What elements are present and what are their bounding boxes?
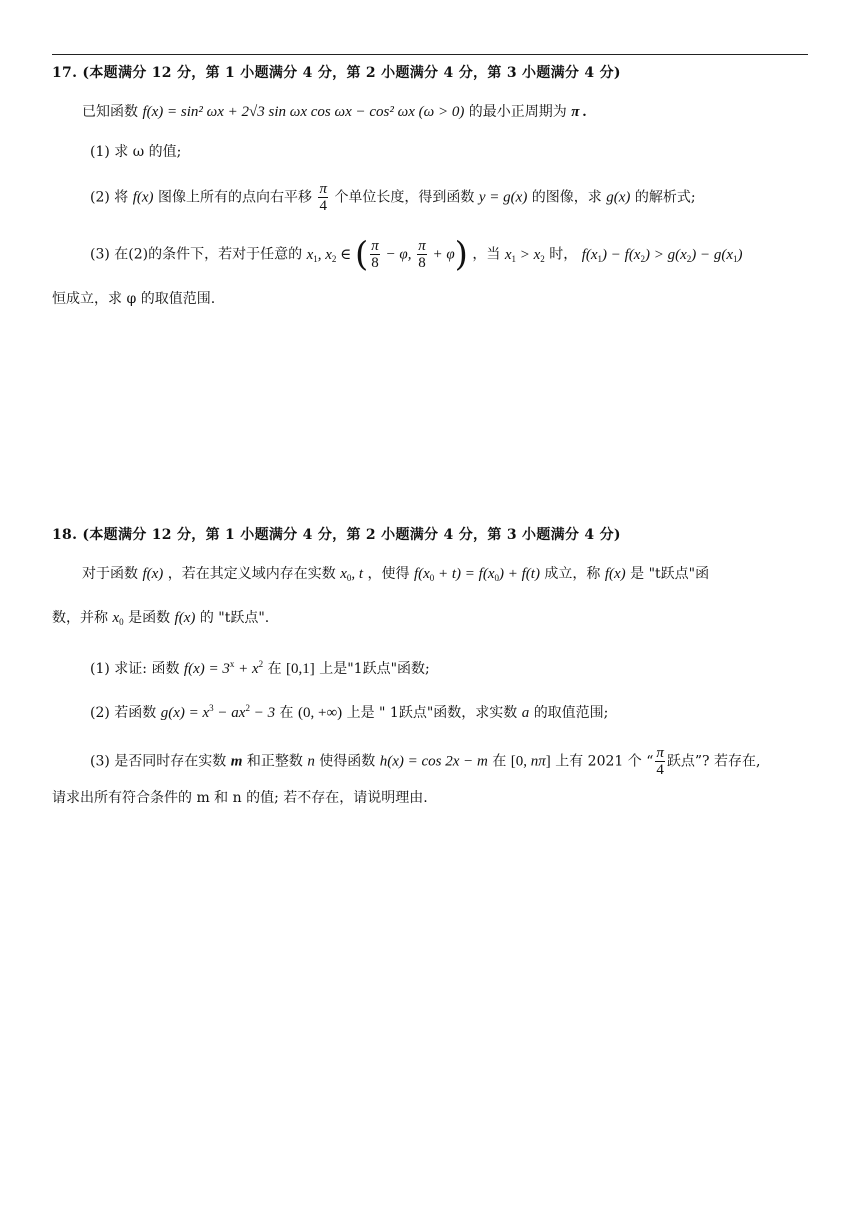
q17-part-2: (2) 将 f(x) 图像上所有的点向右平移 $\frac{\pi}{4}$ 个单位长度，得到函数 y = g(x) 的图像，求 g(x) 的解析式;: [90, 181, 696, 214]
q17-part-1: (1) 求 ω 的值;: [90, 144, 182, 160]
q17-part-3-tail: 恒成立，求 φ 的取值范围.: [52, 291, 216, 307]
q17-inequality: $f(x_1) - f(x_2) > g(x_2) - g(x_1)$: [581, 246, 743, 264]
pi-over-4-fraction: $\frac{\pi}{4}$: [319, 181, 327, 214]
top-rule: [52, 54, 808, 55]
q18-part-1: (1) 求证: 函数 $f(x) = 3^x + x^2$ 在 [0,1] 上是"1跃点"函数;: [90, 659, 430, 677]
q17-stem: 已知函数 f(x) = sin² ωx + 2√3 sin ωx cos ωx − cos² ωx (ω > 0) 的最小正周期为 π .: [82, 104, 587, 120]
q18-definition-line-2: 数，并称 $x_0$ 是函数 f(x) 的 "t跃点".: [52, 610, 270, 627]
q17-part-3: (3) 在(2)的条件下，若对于任意的 $x_1$, $x_2$ ∈ ( $\frac{\pi}{8}$ − φ, $\frac{\pi}{8}$ + φ) ，当 $x_1 > x_2$ 时， $f(x_1) - f(x_2) > g(x_2) - g(x_1)$: [90, 234, 743, 275]
question-17-header: 17. (本题满分 12 分，第 1 小题满分 4 分，第 2 小题满分 4 分，第 3 小题满分 4 分): [52, 65, 621, 81]
q17-function-definition: f(x) = sin² ωx + 2√3 sin ωx cos ωx − cos² ωx (ω > 0): [142, 104, 465, 120]
q18-part-3-tail: 请求出所有符合条件的 m 和 n 的值; 若不存在，请说明理由.: [52, 790, 428, 806]
q18-definition-line-1: 对于函数 f(x) ，若在其定义域内存在实数 $x_0$, t ，使得 $f(x_0 + t) = f(x_0) + f(t)$ 成立，称 f(x) 是 "t跃点"函: [82, 566, 710, 583]
question-18-header: 18. (本题满分 12 分，第 1 小题满分 4 分，第 2 小题满分 4 分，第 3 小题满分 4 分): [52, 527, 621, 543]
q18-part-3: (3) 是否同时存在实数 m 和正整数 n 使得函数 h(x) = cos 2x − m 在 [0, nπ] 上有 2021 个 “ $\frac{\pi}{4}$ 跃点”? 若存在,: [90, 745, 761, 778]
q18-part-2: (2) 若函数 $g(x) = x^3 - ax^2 - 3$ 在 (0, +∞) 上是 " 1跃点"函数，求实数 a 的取值范围;: [90, 703, 609, 721]
